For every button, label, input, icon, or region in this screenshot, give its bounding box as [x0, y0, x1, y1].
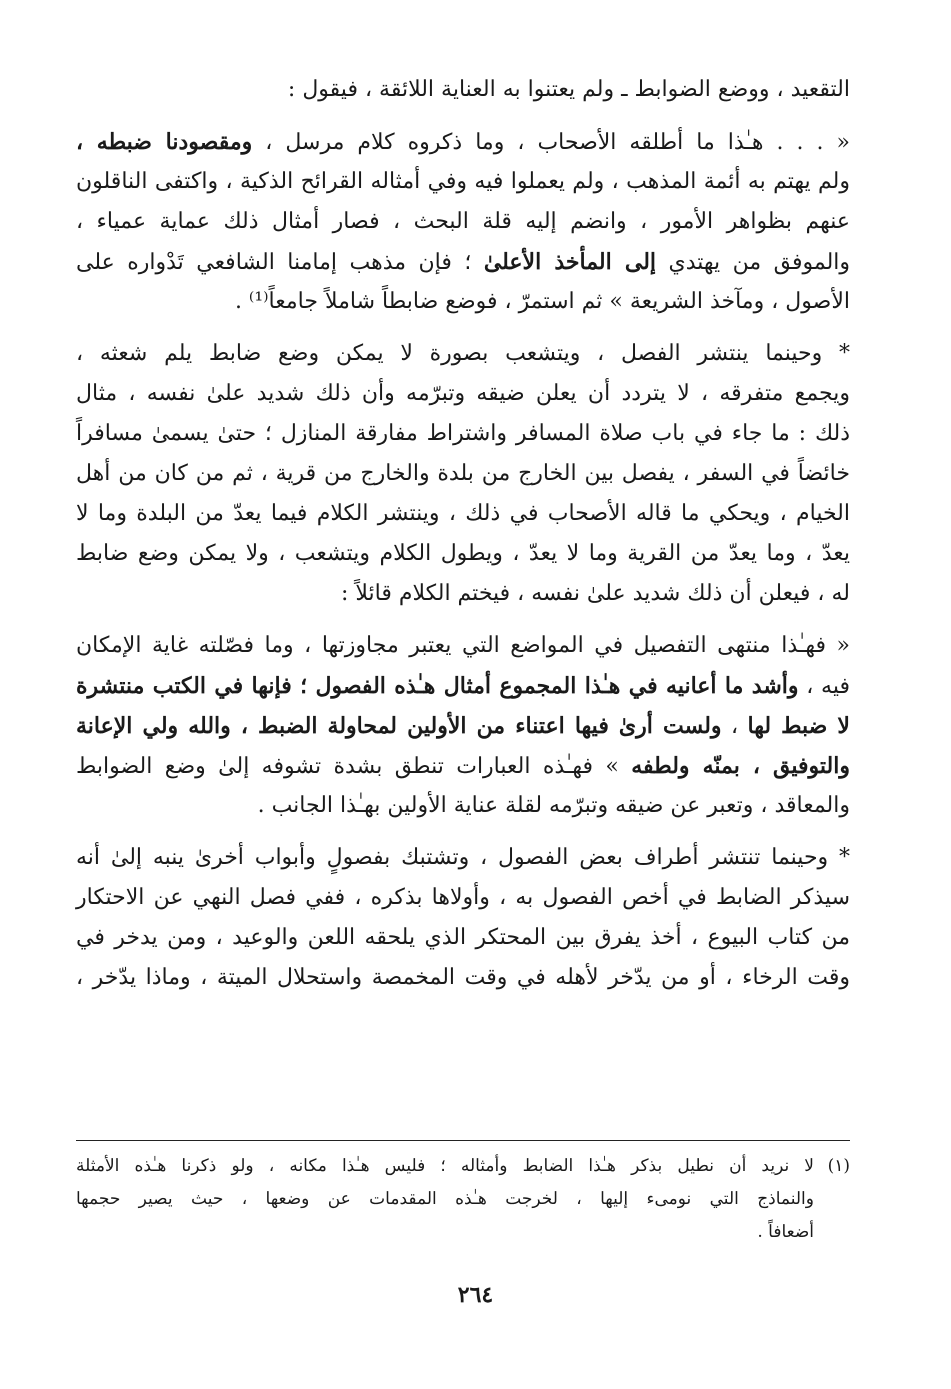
text-run: والموفق من يهتدي [656, 250, 851, 275]
text-run: ، [721, 714, 748, 739]
text-line [76, 242, 850, 282]
bold-text-run: والتوفيق ، بمنّه ولطفه [631, 753, 850, 779]
text-run: ؛ فإن مذهب إمامنا الشافعي تَدْواره على [76, 250, 484, 275]
bold-text-run: ولست أرىٰ فيها اعتناء من الأولين لمحاولة الضبط ، والله ولي الإعانة [76, 713, 722, 739]
text-line: وقت الرخاء ، أو من يدّخر لأهله في وقت المخمصة واستحلال الميتة ، وماذا يدّخر ، [76, 965, 850, 990]
text-line: له ، فيعلن أن ذلك شديد علىٰ نفسه ، فيختم الكلام قائلاً : [340, 581, 850, 606]
text-line [76, 666, 850, 706]
text-line: ذلك : ما جاء في باب صلاة المسافر واشتراط مفارقة المنازل ؛ حتىٰ يسمىٰ مسافراً [76, 421, 850, 446]
page-number: ٢٦٤ [457, 1282, 494, 1308]
text-line: عنهم بظواهر الأمور ، وانضم إليه قلة البحث ، فصار أمثال ذلك عماية عمياء ، [76, 209, 850, 234]
text-line: من كتاب البيوع ، أخذ يفرق بين المحتكر الذي يلحقه اللعن والوعيد ، ومن يدخر في [76, 925, 850, 950]
text-line: خائضاً في السفر ، يفصل بين الخارج من بلدة والخارج من قرية ، ثم من كان من أهل [76, 461, 850, 486]
text-line: سيذكر الضابط في أخص الفصول به ، وأولاها بذكره ، ففي فصل النهي عن الاحتكار [76, 885, 850, 910]
footnote-line [76, 1150, 850, 1183]
footnote-number: (١) [827, 1156, 850, 1176]
bold-text-run: إلى المأخذ الأعلىٰ [483, 249, 657, 275]
text-run: » فهـٰذه العبارات تنطق بشدة تشوفه إلىٰ وضع الضوابط [76, 754, 632, 779]
text-run: « . . . هـٰذا ما أطلقه الأصحاب ، وما ذكروه كلام مرسل ، [252, 130, 850, 155]
footnote-line: أضعافاً . [757, 1222, 814, 1242]
text-line [76, 122, 850, 162]
text-line: الأصول ، ومآخذ الشريعة » ثم استمرّ ، فوضع ضابطاً شاملاً جامعاً⁽¹⁾ . [234, 289, 850, 314]
footnote-divider [76, 1140, 850, 1141]
text-line: ولم يهتم به أئمة المذهب ، ولم يعملوا فيه وفي أمثاله القرائح الذكية ، واكتفى الناقلون [76, 169, 850, 194]
text-run: فيه ، [798, 674, 850, 699]
text-line: يعدّ ، وما يعدّ من القرية وما لا يعدّ ، ويطول الكلام ويتشعب ، ولا يمكن وضع ضابط [76, 541, 850, 566]
text-line: * وحينما تنتشر أطراف بعض الفصول ، وتشتبك بفصولٍ وأبواب أخرىٰ ينبه إلىٰ أنه [76, 845, 850, 870]
footnote-text: لا نريد أن نطيل بذكر هـٰذا الضابط وأمثاله ؛ فليس هـٰذا مكانه ، ولو ذكرنا هـٰذه الأمثلة [76, 1156, 814, 1176]
bold-text-run: ومقصودنا ضبطه ، [76, 129, 253, 155]
text-line: ويجمع متفرقه ، لا يتردد أن يعلن ضيقه وتبرّمه وأن ذلك شديد علىٰ نفسه ، مثال [76, 381, 850, 406]
footnote-line: والنماذج التي نومىء إليها ، لخرجت هـٰذه المقدمات عن وضعها ، حيث يصير حجمها [76, 1189, 814, 1209]
text-line: التقعيد ، ووضع الضوابط ـ ولم يعتنوا به العناية اللائقة ، فيقول : [287, 77, 850, 102]
text-line [76, 746, 850, 786]
bold-text-run: وأشد ما أعانيه في هـٰذا المجموع أمثال هـٰذه الفصول ؛ فإنها في الكتب منتشرة [76, 673, 799, 699]
text-line: والمعاقد ، وتعبر عن ضيقه وتبرّمه لقلة عناية الأولين بهـٰذا الجانب . [257, 793, 850, 818]
footnote [76, 1150, 850, 1249]
text-line: * وحينما ينتشر الفصل ، ويتشعب بصورة لا يمكن وضع ضابط يلم شعثه ، [76, 341, 850, 366]
text-line [76, 706, 850, 746]
main-text [76, 70, 850, 998]
text-line: الخيام ، ويحكي ما قاله الأصحاب في ذلك ، وينتشر الكلام فيما يعدّ من البلدة وما لا [76, 501, 850, 526]
text-line: « فهـٰذا منتهى التفصيل في المواضع التي يعتبر مجاوزتها ، وما فصّلته غاية الإمكان [76, 633, 850, 658]
bold-text-run: لا ضبط لها [747, 713, 850, 739]
